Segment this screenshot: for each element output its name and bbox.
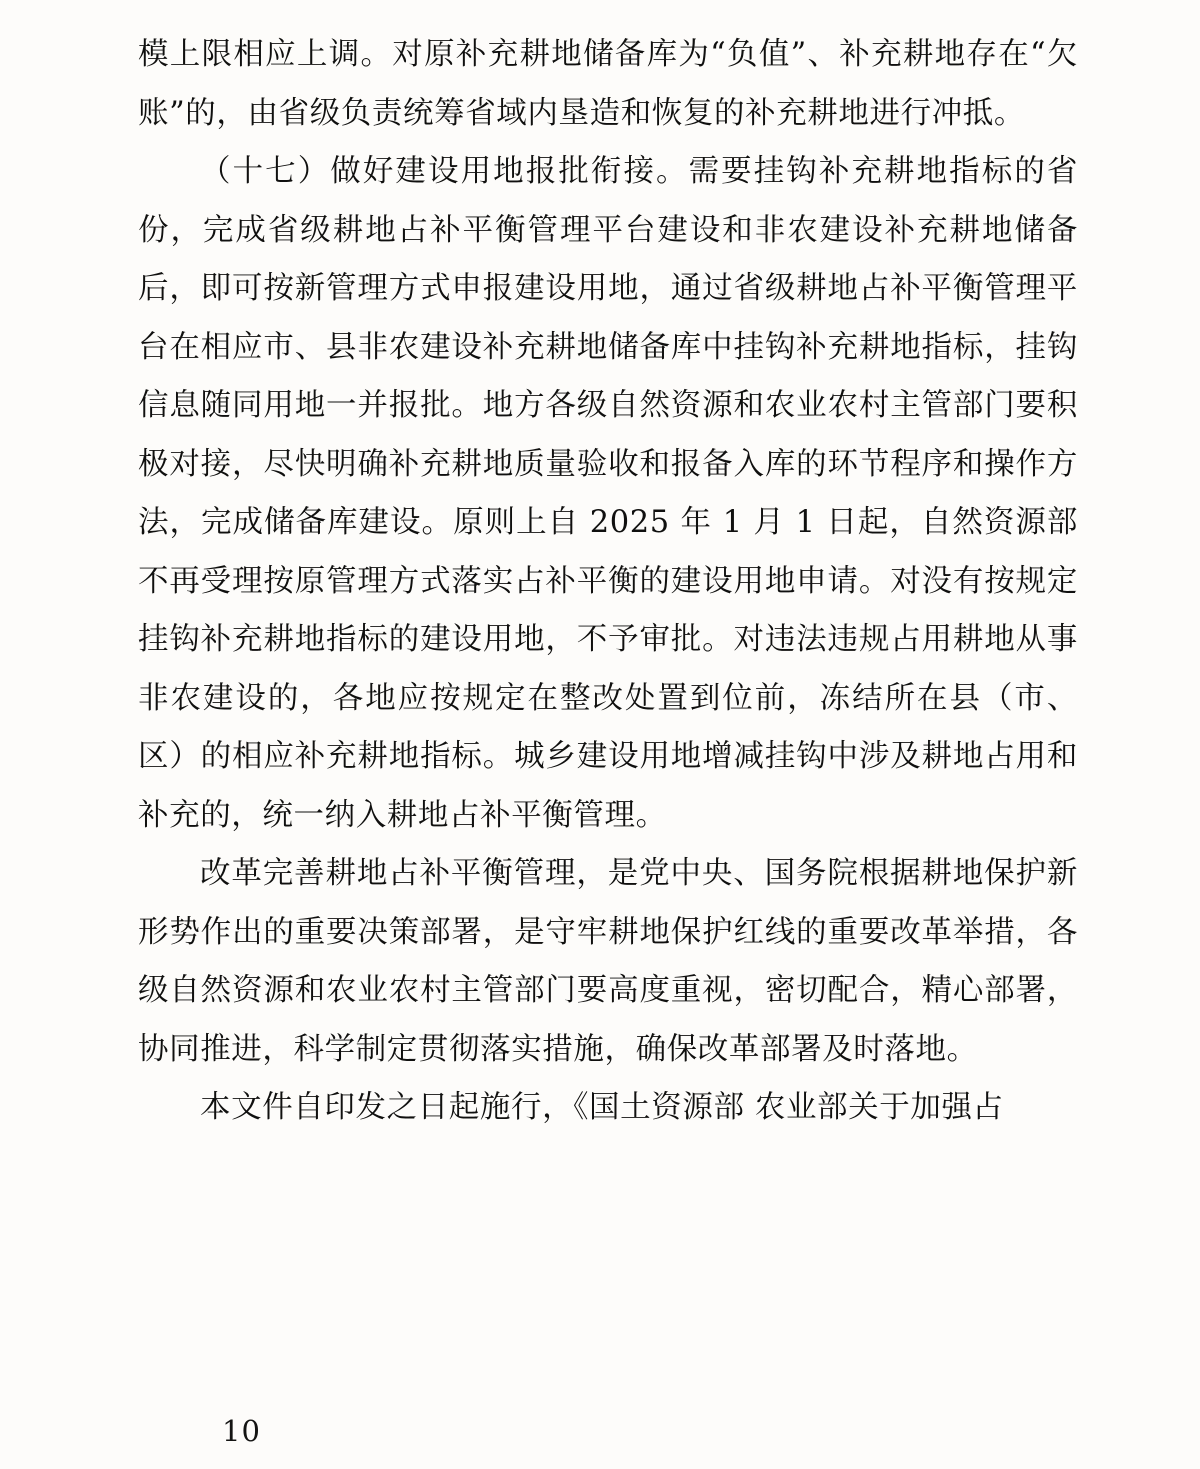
paragraph-continuation: 模上限相应上调。对原补充耕地储备库为“负值”、补充耕地存在“欠账”的，由省级负责统筹省域内垦造和恢复的补充耕地进行冲抵。 [138,37,1078,131]
page-number: 10 [222,1414,261,1448]
page-text-body [138,26,1078,1138]
paragraph-item-seventeen: （十七）做好建设用地报批衔接。需要挂钩补充耕地指标的省份，完成省级耕地占补平衡管理平台建设和非农建设补充耕地储备后，即可按新管理方式申报建设用地，通过省级耕地占补平衡管理平台在相应市、县非农建设补充耕地储备库中挂钩补充耕地指标，挂钩信息随同用地一并报批。地方各级自然资源和农业农村主管部门要积极对接，尽快明确补充耕地质量验收和报备入库的环节程序和操作方法，完成储备库建设。原则上自 2025 年 1 月 1 日起，自然资源部不再受理按原管理方式落实占补平衡的建设用地申请。对没有按规定挂钩补充耕地指标的建设用地，不予审批。对违法违规占用耕地从事非农建设的，各地应按规定在整改处置到位前，冻结所在县（市、区）的相应补充耕地指标。城乡建设用地增减挂钩中涉及耕地占用和补充的，统一纳入耕地占补平衡管理。 [138,154,1078,833]
paragraph-effective-date: 本文件自印发之日起施行，《国土资源部 农业部关于加强占 [200,1090,1004,1125]
paragraph-closing-statement: 改革完善耕地占补平衡管理，是党中央、国务院根据耕地保护新形势作出的重要决策部署，是守牢耕地保护红线的重要改革举措，各级自然资源和农业农村主管部门要高度重视，密切配合，精心部署，协同推进，科学制定贯彻落实措施，确保改革部署及时落地。 [138,856,1078,1067]
